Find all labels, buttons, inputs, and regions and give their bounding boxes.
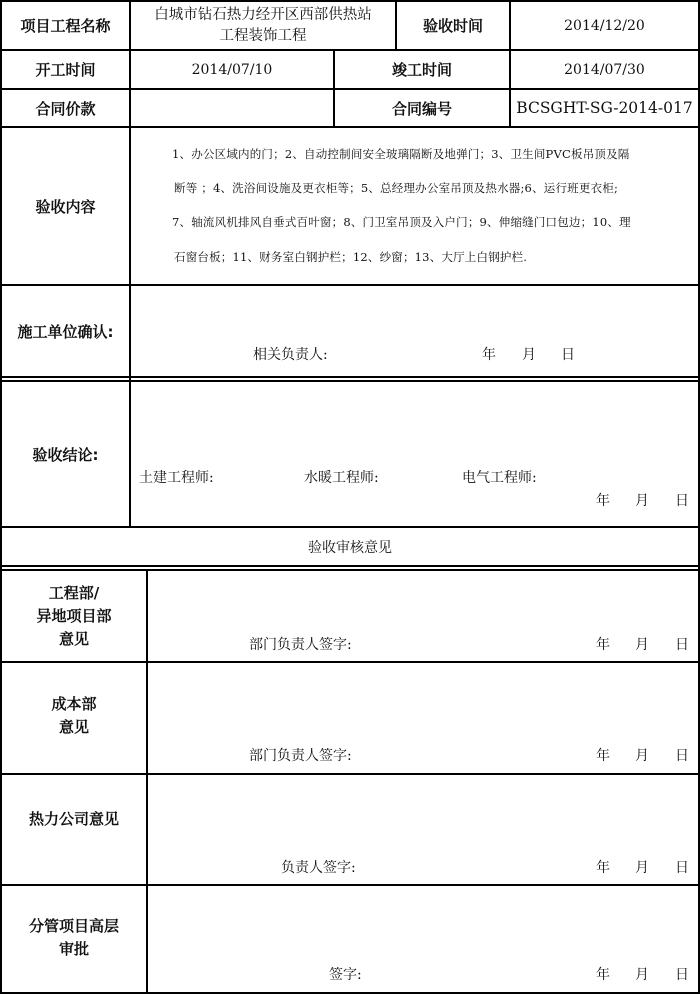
contract-price-value [131,90,333,126]
day-label: 日 [675,637,689,653]
civil-engineer-label: 土建工程师: [139,470,214,486]
project-name-line-1: 白城市钻石热力经开区西部供热站 [154,6,372,23]
month-label: 月 [635,637,649,653]
review-title: 验收审核意见 [308,539,392,556]
content-line: 断等 ；4、洗浴间设施及更衣柜等；5、总经理办公室吊顶及热水器;6、运行班更衣柜; [174,181,619,195]
project-name-label: 项目工程名称 [20,17,111,35]
conclusion-label: 验收结论: [32,445,99,464]
content-line: 石窗台板；11、财务室白钢护栏；12、纱窗；13、大厅上白钢护栏. [174,250,528,264]
day-label: 日 [675,493,689,509]
content-line: 1、办公区域内的门；2、自动控制间安全玻璃隔断及地弹门；3、卫生间PVC板吊顶及隔 [172,147,630,161]
year-label: 年 [482,347,496,363]
month-label: 月 [635,748,649,764]
year-label: 年 [596,493,610,509]
responsible-person-label: 相关负责人: [253,347,328,363]
label-line: 异地项目部 [36,606,112,625]
day-label: 日 [675,748,689,764]
dept-head-signature-label: 部门负责人签字: [249,748,352,764]
engineering-dept-label [2,571,146,661]
day-label: 日 [675,967,689,983]
label-line: 工程部/ [48,583,100,602]
dept-head-signature-label: 部门负责人签字: [249,637,352,653]
label-line: 审批 [58,940,89,958]
project-name-line-2: 工程装饰工程 [219,27,307,44]
month-label: 月 [635,967,649,983]
contract-number-value: BCSGHT-SG-2014-017 [516,99,693,117]
project-name-value [131,2,395,49]
grid-line [146,569,148,994]
month-label: 月 [522,347,536,363]
end-time-value: 2014/07/30 [564,61,645,78]
cost-dept-label [2,663,146,773]
end-time-label: 竣工时间 [391,61,452,79]
start-time-label: 开工时间 [35,61,96,79]
senior-management-label [2,886,146,992]
content-label: 验收内容 [35,197,96,216]
grid-line [0,376,700,378]
grid-line [0,565,700,567]
day-label: 日 [561,347,575,363]
year-label: 年 [596,637,610,653]
month-label: 月 [635,860,649,876]
acceptance-time-label: 验收时间 [422,17,483,35]
responsible-signature-label: 负责人签字: [281,860,356,876]
contract-number-label: 合同编号 [391,99,452,118]
contract-price-label: 合同价款 [35,99,96,118]
signature-label: 签字: [329,967,362,983]
heating-company-label: 热力公司意见 [28,809,119,828]
start-time-value: 2014/07/10 [191,61,273,78]
plumbing-engineer-label: 水暖工程师: [304,470,379,486]
label-line: 意见 [58,718,89,736]
day-label: 日 [675,860,689,876]
year-label: 年 [596,860,610,876]
construction-label: 施工单位确认: [17,322,114,341]
year-label: 年 [596,748,610,764]
electrical-engineer-label: 电气工程师: [462,470,537,486]
year-label: 年 [596,967,610,983]
month-label: 月 [635,493,649,509]
acceptance-time-value: 2014/12/20 [564,17,645,34]
content-line: 7、轴流风机排风自垂式百叶窗；8、门卫室吊顶及入户门；9、伸缩缝门口包边；10、理 [172,215,631,229]
label-line: 成本部 [51,695,97,713]
label-line: 意见 [58,629,89,648]
label-line: 分管项目高层 [28,917,119,935]
